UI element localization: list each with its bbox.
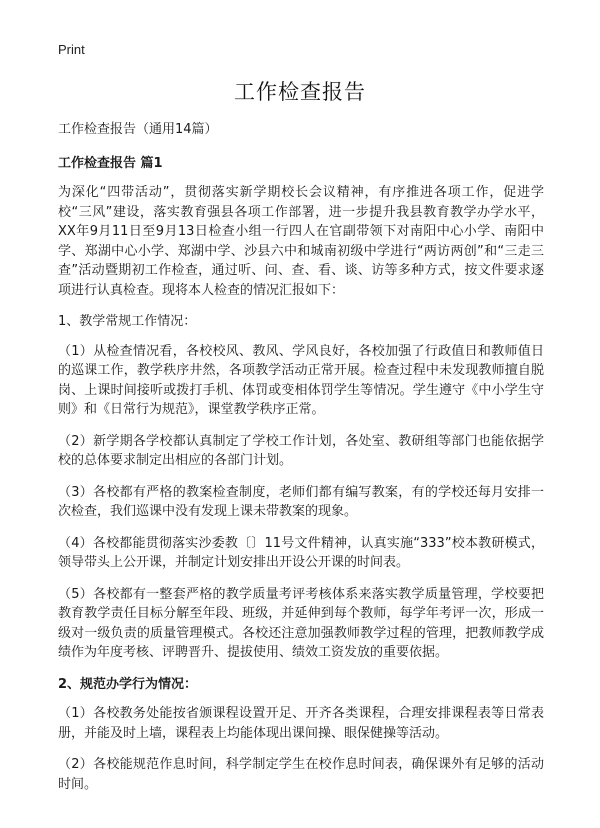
paragraph-item: （2）各校能规范作息时间，科学制定学生在校作息时间表，确保课外有足够的活动时间。 [58, 757, 544, 792]
paragraph-item: （1）从检查情况看，各校校风、教风、学风良好，各校加强了行政值日和教师值日的巡课工作，教学秩序井然，各项教学活动正常开展。检查过程中未发现教师擅自脱岗、上课时间接听或拨打手机、体罚或变相体罚学生等情况。学生遵守《中小学生守则》和《日常行为规范》，课堂教学秩序正常。 [58, 343, 544, 417]
paragraph-item: （5）各校都有一整套严格的教学质量考评考核体系来落实教学质量管理，学校要把教育教学责任目标分解至年段、班级，并延伸到每个教师，每学年考评一次，形成一级对一级负责的质量管理模式。各校还注意加强教师教学过程的管理，把教师教学成绩作为年度考核、评聘晋升、提拔使用、绩效工资发放的重要依据。 [58, 586, 544, 660]
heading-school-conduct: 2、规范办学行为情况： [58, 676, 198, 692]
paragraph-item: （1）各校教务处能按省颁课程设置开足、开齐各类课程，合理安排课程表等日常表册，并能及时上墙，课程表上均能体现出课间操、眼保健操等活动。 [58, 706, 544, 741]
intro-paragraph: 为深化“四带活动”，贯彻落实新学期校长会议精神，有序推进各项工作，促进学校“三风”建设，落实教育强县各项工作部署，进一步提升我县教育教学办学水平，XX年9月11日至9月13日检查小组一行四人在官副带领下对南阳中心小学、南阳中学、郑湖中心小学、郑湖中学、沙县六中和城南初级中学进行“两访两创”和“三走三查”活动暨期初工作检查，通过听、问、查、看、谈、访等多种方式，按文件要求逐项进行认真检查。现将本人检查的情况汇报如下： [58, 185, 544, 298]
heading-teaching-routine: 1、教学常规工作情况： [58, 314, 197, 329]
paragraph-item: （2）新学期各学校都认真制定了学校工作计划，各处室、教研组等部门也能依据学校的总体要求制定出相应的各部门计划。 [58, 433, 544, 468]
page-title: 工作检查报告 [234, 80, 366, 104]
print-link[interactable]: Print [58, 42, 85, 57]
document-subtitle: 工作检查报告（通用14篇） [58, 122, 218, 137]
document-body [58, 120, 544, 806]
paragraph-item: （3）各校都有严格的教案检查制度，老师们都有编写教案，有的学校还每月安排一次检查，我们巡课中没有发现上课未带教案的现象。 [58, 484, 544, 519]
paragraph-item: （4）各校都能贯彻落实沙委教〔〕11号文件精神，认真实施“333”校本教研模式，领导带头上公开课，并制定计划安排出开设公开课的时间表。 [58, 535, 544, 570]
section-title: 工作检查报告 篇1 [58, 155, 163, 171]
